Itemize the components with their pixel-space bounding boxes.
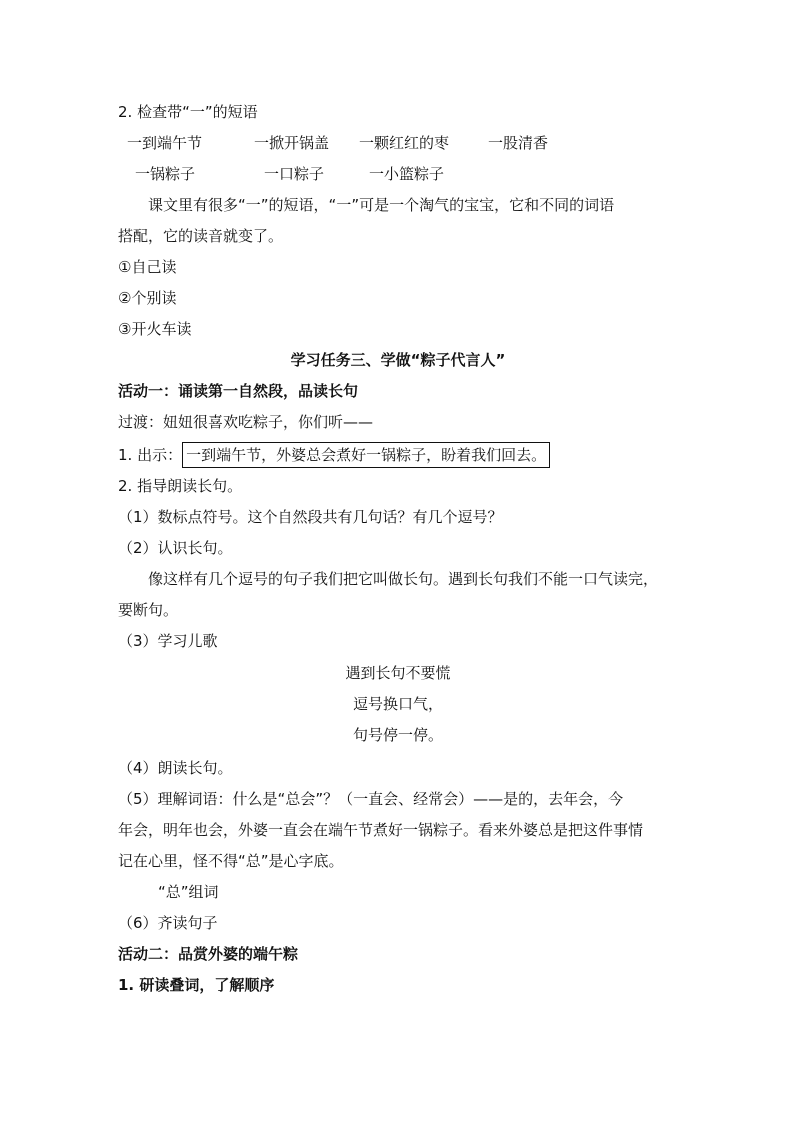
step-5-line-3: 记在心里，怪不得“总”是心字底。 (118, 852, 344, 870)
step-6: （6）齐读句子 (118, 914, 218, 932)
step-1: （1）数标点符号。这个自然段共有几句话？有几个逗号？ (118, 508, 503, 526)
phrase-item: 一掀开锅盖 (254, 134, 330, 152)
phrase-item: 一股清香 (488, 134, 549, 152)
step-4: （4）朗读长句。 (118, 759, 233, 777)
guide-text: 2. 指导朗读长句。 (118, 477, 243, 495)
step-5-line-2: 年会，明年也会，外婆一直会在端午节煮好一锅粽子。看来外婆总是把这件事情 (118, 821, 644, 839)
step-3: （3）学习儿歌 (118, 632, 218, 650)
phrase-item: 一小篮粽子 (369, 165, 445, 183)
task3-title: 学习任务三、学做“粽子代言人” (290, 351, 506, 369)
show-sentence-line (118, 442, 678, 466)
step-2: （2）认识长句。 (118, 539, 233, 557)
step-5-line-1: （5）理解词语：什么是“总会”？（一直会、经常会）——是的，去年会，今 (118, 790, 624, 808)
phrase-item: 一锅粽子 (135, 165, 196, 183)
transition-text: 过渡：妞妞很喜欢吃粽子，你们听—— (118, 413, 374, 431)
rhyme-line: 遇到长句不要慌 (345, 664, 451, 682)
phrase-item: 一到端午节 (127, 134, 203, 152)
phrase-item: 一口粽子 (264, 165, 325, 183)
method-item: ①自己读 (118, 258, 177, 276)
activity2-title: 活动二：品赏外婆的端午粽 (118, 945, 299, 963)
explain-line-1: 课文里有很多“一”的短语，“一”可是一个淘气的宝宝，它和不同的词语 (148, 196, 615, 214)
activity1-title: 活动一：诵读第一自然段，品读长句 (118, 382, 359, 400)
long-sentence-line-2: 要断句。 (118, 601, 179, 619)
method-item: ②个别读 (118, 289, 177, 307)
phrases-heading: 2. 检查带“一”的短语 (118, 103, 258, 121)
rhyme-line: 逗号换口气， (352, 695, 443, 713)
study-1-title: 1. 研读叠词，了解顺序 (118, 976, 275, 994)
boxed-sentence: 一到端午节，外婆总会煮好一锅粽子，盼着我们回去。 (182, 442, 550, 468)
word-group-text: “总”组词 (158, 883, 219, 901)
long-sentence-line-1: 像这样有几个逗号的句子我们把它叫做长句。遇到长句我们不能一口气读完， (148, 570, 659, 588)
show-prefix: 1. 出示： (118, 446, 183, 464)
method-item: ③开火车读 (118, 320, 192, 338)
phrase-item: 一颗红红的枣 (359, 134, 450, 152)
explain-line-2: 搭配，它的读音就变了。 (118, 227, 284, 245)
rhyme-line: 句号停一停。 (352, 726, 443, 744)
